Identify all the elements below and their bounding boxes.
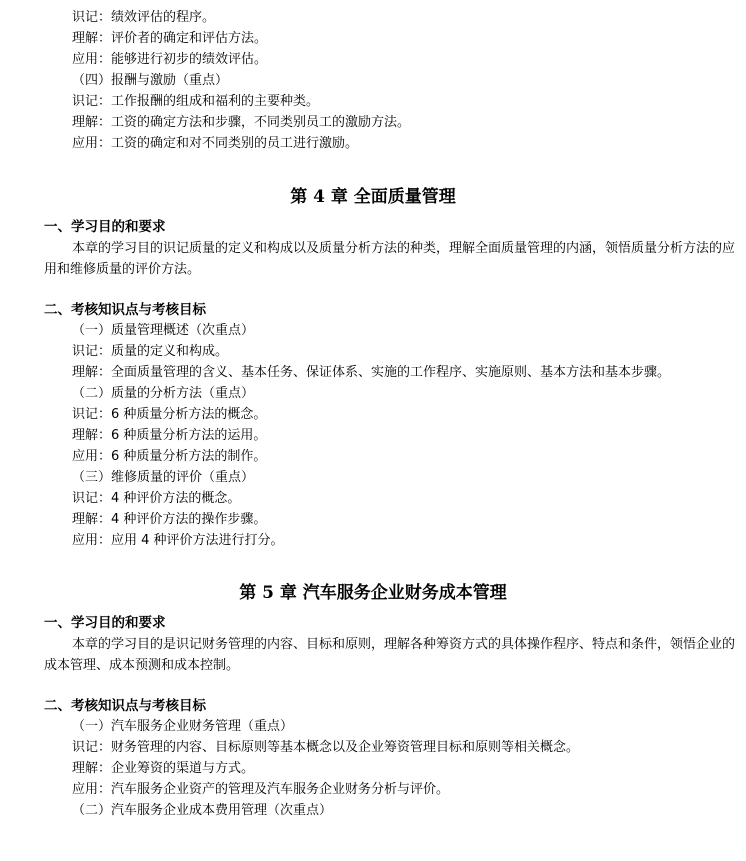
section-heading: 一、学习目的和要求 <box>44 615 166 631</box>
chapter-title: 第 5 章 汽车服务企业财务成本管理 <box>239 583 507 603</box>
section-heading: 二、考核知识点与考核目标 <box>44 698 206 714</box>
text-line: 理解：工资的确定方法和步骤，不同类别员工的激励方法。 <box>72 115 411 130</box>
text-line: 理解：评价者的确定和评估方法。 <box>72 31 268 46</box>
subsection-heading: （四）报酬与激励（重点） <box>72 73 229 88</box>
subsection-heading: （二）质量的分析方法（重点） <box>72 386 255 401</box>
subsection-heading: （一）汽车服务企业财务管理（重点） <box>72 719 294 734</box>
text-line: 应用：6 种质量分析方法的制作。 <box>72 449 267 464</box>
text-line: 应用：能够进行初步的绩效评估。 <box>72 52 268 67</box>
text-line: 理解：4 种评价方法的操作步骤。 <box>72 512 267 527</box>
text-line: 识记：工作报酬的组成和福利的主要种类。 <box>72 94 320 109</box>
text-line: 应用：汽车服务企业资产的管理及汽车服务企业财务分析与评价。 <box>72 782 450 797</box>
text-line: 应用：应用 4 种评价方法进行打分。 <box>72 533 284 548</box>
paragraph: 本章的学习目的是识记财务管理的内容、目标和原则，理解各种筹资方式的具体操作程序、特点和条件，领悟企业的成本管理、成本预测和成本控制。 <box>44 637 736 673</box>
text-line: 应用：工资的确定和对不同类别的员工进行激励。 <box>72 136 359 151</box>
text-line: 理解：企业筹资的渠道与方式。 <box>72 761 255 776</box>
text-line: 识记：质量的定义和构成。 <box>72 344 229 359</box>
subsection-heading: （一）质量管理概述（次重点） <box>72 323 255 338</box>
text-line: 识记：6 种质量分析方法的概念。 <box>72 407 267 422</box>
section-heading: 一、学习目的和要求 <box>44 219 166 235</box>
section-heading: 二、考核知识点与考核目标 <box>44 302 206 318</box>
chapter-title: 第 4 章 全面质量管理 <box>290 187 456 207</box>
text-line: 理解：全面质量管理的含义、基本任务、保证体系、实施的工作程序、实施原则、基本方法和基本步骤。 <box>72 365 671 380</box>
text-line: 识记：4 种评价方法的概念。 <box>72 491 241 506</box>
text-line: 识记：绩效评估的程序。 <box>72 10 216 25</box>
text-line: 理解：6 种质量分析方法的运用。 <box>72 428 267 443</box>
paragraph: 本章的学习目的识记质量的定义和构成以及质量分析方法的种类，理解全面质量管理的内涵，领悟质量分析方法的应用和维修质量的评价方法。 <box>44 241 736 277</box>
subsection-heading: （二）汽车服务企业成本费用管理（次重点） <box>72 803 333 818</box>
text-line: 识记：财务管理的内容、目标原则等基本概念以及企业筹资管理目标和原则等相关概念。 <box>72 740 580 755</box>
subsection-heading: （三）维修质量的评价（重点） <box>72 470 255 485</box>
